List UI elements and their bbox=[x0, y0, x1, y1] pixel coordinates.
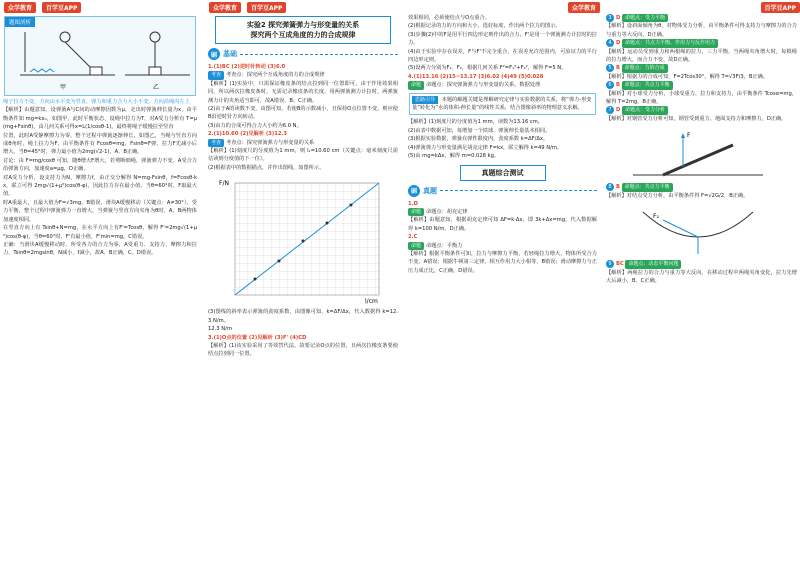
q4-answer: 4.(1)13.16 (2)15~13.17 (3)6.02 (4)49 (5)0.028 bbox=[408, 73, 544, 80]
spring-figure bbox=[5, 17, 195, 93]
idea-guide-box bbox=[409, 93, 596, 116]
col1-para-6: 在竖直方向上有 Tsinθ+N=mg，在水平方向上有F'=Tcosθ，解得 F'=2mg√(1+μ²)cos(θ-φ)，当θ=60°时，F'有最小值，F'min=mg，C错误。 bbox=[3, 225, 197, 240]
app-badge: 百学豆APP bbox=[42, 2, 81, 13]
col1-para-1: 【解析】由题意知，设弹簧A与C间的动摩擦因数为μ，走出时弹簧伸长量为x，由平衡条件知 mg=kx₀，如图甲，此时平衡状态，设绳中拉力为T，对A受力分析有 T=μ(mg+Fsinθ)，由几何关系可得x=L(1/cosθ-1)，最终将绳子缓慢拉至竖直 bbox=[3, 107, 197, 131]
real-q1-answer: 1.D bbox=[408, 200, 418, 207]
col3-mid-3: (3)根据实验数据，弹簧在弹性限度内，劲度系数 k=ΔF/Δx。 bbox=[408, 136, 549, 143]
col3-mid-4: (4)弹簧弹力与形变量满足胡克定律 F=kx，联立解得 k=49 N/m。 bbox=[408, 144, 563, 151]
graph-svg bbox=[215, 175, 391, 305]
rope-figure-svg bbox=[623, 202, 773, 258]
q4-point: 命题 命题点：探究弹簧弹力与形变量的关系，数据处理 bbox=[408, 81, 597, 89]
section-icon: 刷 bbox=[408, 185, 420, 197]
page-header-left bbox=[0, 0, 200, 14]
real-q1-point: 命题 命题点：胡克定律 bbox=[408, 208, 597, 216]
idea-guide-text: 本题的解题关键是理解研究定律与实验数据的关系，将“弹力-形变量”转化为“水的体积-伸长量”的线性关系，结合图像斜率的物理意义求解。 bbox=[412, 96, 592, 112]
column-1 bbox=[0, 0, 200, 579]
column-4 bbox=[603, 0, 800, 579]
svg-text:F/N: F/N bbox=[219, 180, 229, 188]
col3-para-2: (2)根据记录的力的方向和大小，选好标度，作出两个拉力的图示。 bbox=[408, 23, 561, 30]
figure-note: 绳子拉力不变，方向由水平变为竖直，弹力和重力合力大小不变，方向沿绳向左上 bbox=[3, 99, 190, 105]
page-header-mid-2 bbox=[405, 0, 600, 14]
col3-mid-2: (2)由表中数据可知，每增加一个铁球，弹簧伸长量基本相同。 bbox=[408, 127, 551, 134]
experiment-title-line-1: 实验2 探究弹簧弹力与形变量的关系 bbox=[246, 21, 360, 29]
q2-answer: 2.(1)10.60 (2)见解析 (3)12.3 bbox=[208, 131, 288, 138]
spring-graph bbox=[215, 175, 391, 305]
col1-para-3: 讨论：由 F=mg/cosθ 可知，随θ增大F增大，若剪断细绳，弹簧弹力不变，A受合力沿弹簧方向，加速度a=μg，D正确。 bbox=[3, 157, 197, 173]
rope-figure bbox=[623, 202, 780, 258]
col3-para-1: 效果相同，必须使结点与O点重合。 bbox=[408, 15, 490, 21]
column-2 bbox=[205, 0, 401, 579]
real-q2-point: 命题 命题点：平衡力 bbox=[408, 242, 597, 250]
column-3 bbox=[405, 0, 600, 579]
app-badge: 百学豆APP bbox=[247, 2, 286, 13]
figure-analysis-tag: 题图剖析 bbox=[5, 17, 35, 27]
q2-para-1: 【解析】(1)刻度尺的分度值为1 mm，则 l₁=10.60 cm（关键点：毫米刻度尺需估读到分度值的下一位）。 bbox=[208, 148, 398, 163]
col3-para-3: (3)步骤(2)中的F是用平行四边形定则作出的合力，F'是用一个弹簧测力计拉时的拉力。 bbox=[408, 31, 597, 47]
section-title-test: 真题综合测试 bbox=[460, 165, 546, 181]
answer-item-5: 5 B 命题点：力的合成 【解析】根据力的合成可知，F=2Tcos30°，解得 T=√3F/3，B正确。 bbox=[606, 65, 768, 80]
brand-logo: 众学教育 bbox=[4, 2, 36, 13]
experiment-title-line-2: 探究两个互成角度的力的合成规律 bbox=[250, 31, 356, 39]
answer-item-6: 6 B 命题点：共点力平衡 【解析】对小球受力分析，小球受重力、拉力和支持力，由平衡条件 Tcosα=mg，解得 T=2mg，B正确。 bbox=[606, 82, 797, 106]
col3-mid-1: 【解析】(1)刻度尺的分度值为1 mm，读数为13.16 cm。 bbox=[408, 119, 543, 126]
answer-item-7: 7 D 命题点：受力分析 【解析】对钢管受力分析可知，钢管受到重力、地面支持力和摩擦力，D正确。 bbox=[606, 107, 787, 122]
page-header-right bbox=[603, 0, 800, 14]
real-q1-para: 【解析】由题意知，根据胡克定律可知 ΔF=k·Δx，即 3k+Δx=mg，代入数据解得 k=100 N/m，D正确。 bbox=[408, 217, 597, 232]
col1-para-2: 位置，此时A受静摩擦力为零，整个过程中弹簧逐渐伸长，如图乙，当绳与竖直方向成θ角时，绳上拉力为F，由平衡条件有 Fcosθ=mg，Fsinθ=F弹，拉力F先减小后增大，当θ=45°时，弹力最小值为2mg(√2-1)，A、B正确。 bbox=[3, 132, 197, 156]
real-q2-para: 【解析】根据平衡条件可知，拉力与摩擦力平衡，若轻绳拉力增大，物体所受合力不变，A错误；根据牛顿第三定律，相互作用力大小相等，B错误；滑动摩擦力与正压力成正比，C正确，D错误。 bbox=[408, 250, 597, 274]
section-icon: 刷 bbox=[208, 48, 220, 60]
force-figure-svg bbox=[623, 125, 773, 181]
q1-answer: 1.(1)BC (2)逆时针转动 (3)6.0 bbox=[208, 64, 286, 70]
answer-item-4: 4 D 命题点：共点力平衡、作用力与反作用力 【解析】运动员受到重力和两根绳的拉力，三力平衡，当两绳夹角增大时，每根绳的拉力增大，而合力不变，故D正确。 bbox=[606, 40, 797, 64]
col3-mid-5: (5)由 mg=kΔx，解得 m=0.028 kg。 bbox=[408, 153, 500, 160]
col3-para-5: (5)设两力分别为F₁、F₂，根据几何关系 F²=F₁²+F₂²，解得 F=5 N。 bbox=[408, 65, 567, 72]
col1-para-5: 时A重最大，且最大值为F=√3mg，B错误，滑块A缓慢移动（关键点：A≠30°），受力平衡，整个过程中弹簧弹力一直增大，当弹簧与竖直方向夹角为θ时，A、B两物体加速度相同。 bbox=[3, 199, 197, 223]
brand-logo: 众学教育 bbox=[568, 2, 600, 13]
brand-logo: 众学教育 bbox=[209, 2, 241, 13]
figure-analysis-box bbox=[4, 16, 196, 96]
q1-para-2: (2)由于A的读数不变，由图可知，若使B的示数减小，且保持O点位置不变，则应使B沿逆时针方向转动。 bbox=[208, 106, 398, 121]
real-q2-answer: 2.C bbox=[408, 234, 418, 241]
q2-point: 考查 考查点：探究弹簧弹力与形变量的关系 bbox=[208, 139, 398, 147]
q3-answer: 3.(1)O点的位置 (2)见解析 (3)F' (4)CD bbox=[208, 334, 307, 341]
col1-para-7: 正确：当滑块A缓慢移动时，所受各力的合力为零，A受重力、支持力、摩擦力和拉力，Tsinθ=2mgsinθ，N减小，f减小，故A、B正确，C、D错误。 bbox=[3, 241, 197, 257]
q2-para-2: (2)根据表中的数据描点，并作出图线，如图所示。 bbox=[208, 164, 325, 171]
col3-para-4: (4)由于实验中存在误差，F与F'不完全重合，在误差允许范围内，可验证力的平行四边形定则。 bbox=[408, 48, 597, 64]
section-real: 刷 真题 bbox=[408, 185, 597, 197]
q3-para: 【解析】(1)该实验采用了等效替代法，故要记录O点的位置，且两次拉橡皮条要使结点拉到同一位置。 bbox=[208, 342, 398, 358]
svg-text:l/cm: l/cm bbox=[365, 298, 378, 306]
q2-para-3: (3)图线的斜率表示弹簧的劲度系数，由图像可知，k=ΔF/Δx，代入数据得 k=12.3 N/m。 bbox=[208, 309, 398, 324]
svg-text:甲: 甲 bbox=[60, 84, 67, 91]
q2-para-4: 12.3 N/m bbox=[208, 326, 232, 333]
svg-text:F: F bbox=[687, 132, 691, 140]
idea-guide-tag: 思路引导 bbox=[412, 96, 438, 104]
answer-item-8: 8 B 命题点：共点力平衡 【解析】对结点受力分析，由平衡条件得 F=√2G/2，B正确。 bbox=[606, 184, 749, 199]
force-figure bbox=[623, 125, 780, 181]
q1-para-1: 【解析】(1)实验中，只需保证橡皮条的结点拉到同一位置即可，由于作用效果相同，所以两次拉橡皮条时，无需记录橡皮条的长度，用两弹簧测力计拉时，两弹簧测力计的夹角适当即可，故A错误，B、C正确。 bbox=[208, 80, 398, 104]
q1-para-3: (3)由力的合成可得合力大小约为6.0 N。 bbox=[208, 122, 302, 129]
col1-para-4: 对A受力分析，设支持力为N，摩擦力f，由正交分解得 N=mg-Fsinθ，f=Fcosθ-kx，联立可得 2mg√(1+μ²)cos(θ-φ)，因此拉力存在最小值，当θ=60°时，F取最大值。 bbox=[3, 174, 197, 198]
q1-point: 考查 考查点：探究两个互成角度的力的合成规律 bbox=[208, 71, 398, 79]
app-badge: 百学豆APP bbox=[761, 2, 800, 13]
section-basic: 刷 基础 bbox=[208, 48, 398, 60]
page-header-mid bbox=[205, 0, 401, 14]
experiment-title bbox=[215, 16, 391, 44]
svg-text:乙: 乙 bbox=[153, 84, 160, 91]
answer-item-3: 3 D 命题点：受力平衡 【解析】设斜面倾角为θ，对物体受力分析，由平衡条件可得支持力与摩擦力的合力与重力等大反向，D正确。 bbox=[606, 15, 797, 38]
svg-text:F₂: F₂ bbox=[653, 213, 659, 221]
answer-item-9: 9 BC 命题点：动态平衡问题 【解析】两绳拉力的合力与重力等大反向，在移动过程中两绳夹角变化，拉力先增大后减小，B、C正确。 bbox=[606, 261, 797, 284]
